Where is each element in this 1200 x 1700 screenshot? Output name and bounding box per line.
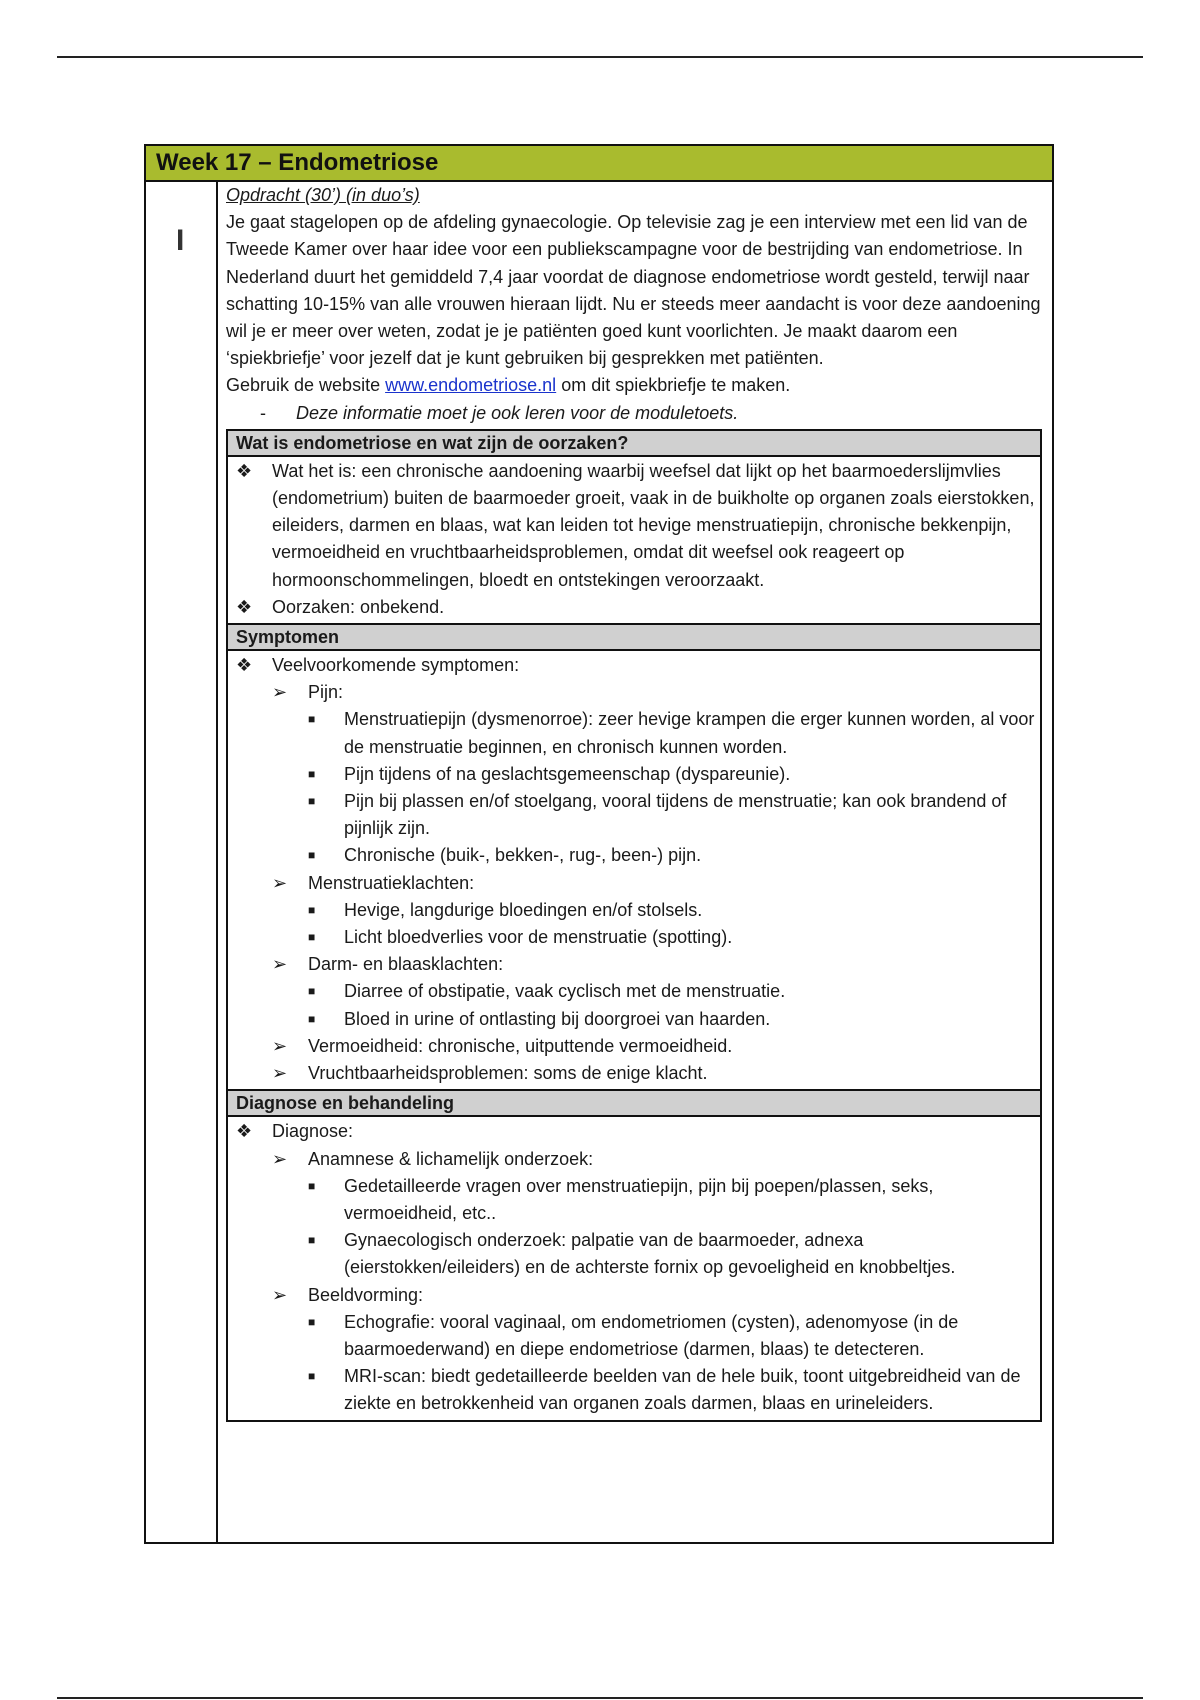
note-line bbox=[226, 400, 1042, 427]
list-item: ❖ Wat het is: een chronische aandoening waarbij weefsel dat lijkt op het baarmoederslijmvlies (endometrium) buiten de baarmoeder groeit, vaak in de buikholte op organen zoals eierstokken, eileiders, darmen en blaas, wat kan leiden tot hevige menstruatiepijn, chronische bekkenpijn, vermoeidheid en vruchtbaarheidsproblemen, omdat dit weefsel ook reageert op hormoonschommelingen, bloedt en ontstekingen veroorzaakt. bbox=[236, 458, 1040, 594]
note-text: Deze informatie moet je ook leren voor de moduletoets. bbox=[296, 402, 739, 423]
section-symptoms-body bbox=[228, 651, 1040, 1089]
page-top-rule bbox=[57, 56, 1143, 58]
list-item: ■ Echografie: vooral vaginaal, om endometriomen (cysten), adenomyose (in de baarmoederwand) en diepe endometriose (darmen, blaas) te detecteren. bbox=[236, 1309, 1040, 1363]
section-what-body bbox=[228, 457, 1040, 623]
list-item: ■ Licht bloedverlies voor de menstruatie (spotting). bbox=[236, 924, 1040, 951]
list-item: ■ Gedetailleerde vragen over menstruatiepijn, pijn bij poepen/plassen, seks, vermoeidheid, etc.. bbox=[236, 1173, 1040, 1227]
list-item: ➢ Pijn: bbox=[236, 679, 1040, 706]
arrow-bullet-icon: ➢ bbox=[272, 1063, 288, 1084]
page-bottom-rule bbox=[57, 1697, 1143, 1699]
square-bullet-icon: ■ bbox=[308, 1233, 316, 1248]
cheat-sheet-table bbox=[226, 429, 1042, 1422]
square-bullet-icon: ■ bbox=[308, 1178, 316, 1193]
square-bullet-icon: ■ bbox=[308, 794, 316, 809]
square-bullet-icon: ■ bbox=[308, 848, 316, 863]
list-item: ■ Chronische (buik-, bekken-, rug-, been-) pijn. bbox=[236, 842, 1040, 869]
diamond-bullet-icon: ❖ bbox=[236, 596, 253, 617]
list-item: ■ Hevige, langdurige bloedingen en/of stolsels. bbox=[236, 897, 1040, 924]
list-item: ■ Bloed in urine of ontlasting bij doorgroei van haarden. bbox=[236, 1006, 1040, 1033]
list-item: ➢ Beeldvorming: bbox=[236, 1282, 1040, 1309]
arrow-bullet-icon: ➢ bbox=[272, 954, 288, 975]
week-title: Week 17 – Endometriose bbox=[146, 146, 1052, 182]
diamond-bullet-icon: ❖ bbox=[236, 460, 253, 481]
assignment-row bbox=[146, 182, 1052, 1542]
roman-numeral: I bbox=[176, 224, 185, 257]
list-item: ■ Gynaecologisch onderzoek: palpatie van de baarmoeder, adnexa (eierstokken/eileiders) en de achterste fornix op gevoeligheid en knobbeltjes. bbox=[236, 1227, 1040, 1281]
list-item: ➢ Menstruatieklachten: bbox=[236, 870, 1040, 897]
square-bullet-icon: ■ bbox=[308, 984, 316, 999]
list-item: ■ Menstruatiepijn (dysmenorroe): zeer hevige krampen die erger kunnen worden, al voor de menstruatie beginnen, en chronisch kunnen worden. bbox=[236, 706, 1040, 760]
list-item: ❖ Veelvoorkomende symptomen: bbox=[236, 652, 1040, 679]
arrow-bullet-icon: ➢ bbox=[272, 682, 288, 703]
assignment-heading: Opdracht (30’) (in duo’s) bbox=[226, 185, 420, 205]
arrow-bullet-icon: ➢ bbox=[272, 1035, 288, 1056]
square-bullet-icon: ■ bbox=[308, 1314, 316, 1329]
square-bullet-icon: ■ bbox=[308, 1369, 316, 1384]
list-item: ❖ Oorzaken: onbekend. bbox=[236, 594, 1040, 621]
square-bullet-icon: ■ bbox=[308, 930, 316, 945]
assignment-paragraph: Je gaat stagelopen op de afdeling gynaecologie. Op televisie zag je een interview met een lid van de Tweede Kamer over haar idee voor een publiekscampagne voor de bestrijding van endometriose. In Nederland duurt het gemiddeld 7,4 jaar voordat de diagnose endometriose wordt gesteld, terwijl naar schatting 10-15% van alle vrouwen hieraan lijdt. Nu er steeds meer aandacht is voor deze aandoening wil je er meer over weten, zodat je je patiënten goed kunt voorlichten. Je maakt daarom een ‘spiekbriefje’ voor jezelf dat je kunt gebruiken bij gesprekken met patiënten. bbox=[226, 212, 1041, 369]
diamond-bullet-icon: ❖ bbox=[236, 655, 253, 676]
list-item: ■ Pijn bij plassen en/of stoelgang, vooral tijdens de menstruatie; kan ook brandend of pijnlijk zijn. bbox=[236, 788, 1040, 842]
list-item: ■ Pijn tijdens of na geslachtsgemeenschap (dyspareunie). bbox=[236, 761, 1040, 788]
section-diagnosis-body bbox=[228, 1117, 1040, 1419]
note-dash: - bbox=[260, 402, 266, 423]
arrow-bullet-icon: ➢ bbox=[272, 872, 288, 893]
section-what-heading: Wat is endometriose en wat zijn de oorzaken? bbox=[228, 431, 1040, 457]
list-item: ➢ Vruchtbaarheidsproblemen: soms de enige klacht. bbox=[236, 1060, 1040, 1087]
list-item: ➢ Darm- en blaasklachten: bbox=[236, 951, 1040, 978]
assignment-table bbox=[144, 144, 1054, 1544]
list-item: ➢ Vermoeidheid: chronische, uitputtende vermoeidheid. bbox=[236, 1033, 1040, 1060]
content-column bbox=[218, 182, 1052, 1542]
list-item: ➢ Anamnese & lichamelijk onderzoek: bbox=[236, 1146, 1040, 1173]
square-bullet-icon: ■ bbox=[308, 902, 316, 917]
arrow-bullet-icon: ➢ bbox=[272, 1148, 288, 1169]
list-item: ■ Diarree of obstipatie, vaak cyclisch met de menstruatie. bbox=[236, 978, 1040, 1005]
section-diagnosis-heading: Diagnose en behandeling bbox=[228, 1089, 1040, 1117]
list-item: ❖ Diagnose: bbox=[236, 1118, 1040, 1145]
arrow-bullet-icon: ➢ bbox=[272, 1284, 288, 1305]
diamond-bullet-icon: ❖ bbox=[236, 1121, 253, 1142]
website-pre: Gebruik de website bbox=[226, 375, 386, 396]
website-post: om dit spiekbriefje te maken. bbox=[556, 375, 791, 396]
list-item: ■ MRI-scan: biedt gedetailleerde beelden van de hele buik, toont uitgebreidheid van de ziekte en betrokkenheid van organen zoals darmen, blaas en urineleiders. bbox=[236, 1363, 1040, 1417]
section-symptoms-heading: Symptomen bbox=[228, 623, 1040, 651]
square-bullet-icon: ■ bbox=[308, 1011, 316, 1026]
square-bullet-icon: ■ bbox=[308, 766, 316, 781]
square-bullet-icon: ■ bbox=[308, 712, 316, 727]
website-line bbox=[226, 372, 1042, 399]
numeral-column bbox=[146, 182, 218, 1542]
website-link[interactable]: www.endometriose.nl bbox=[385, 375, 557, 396]
